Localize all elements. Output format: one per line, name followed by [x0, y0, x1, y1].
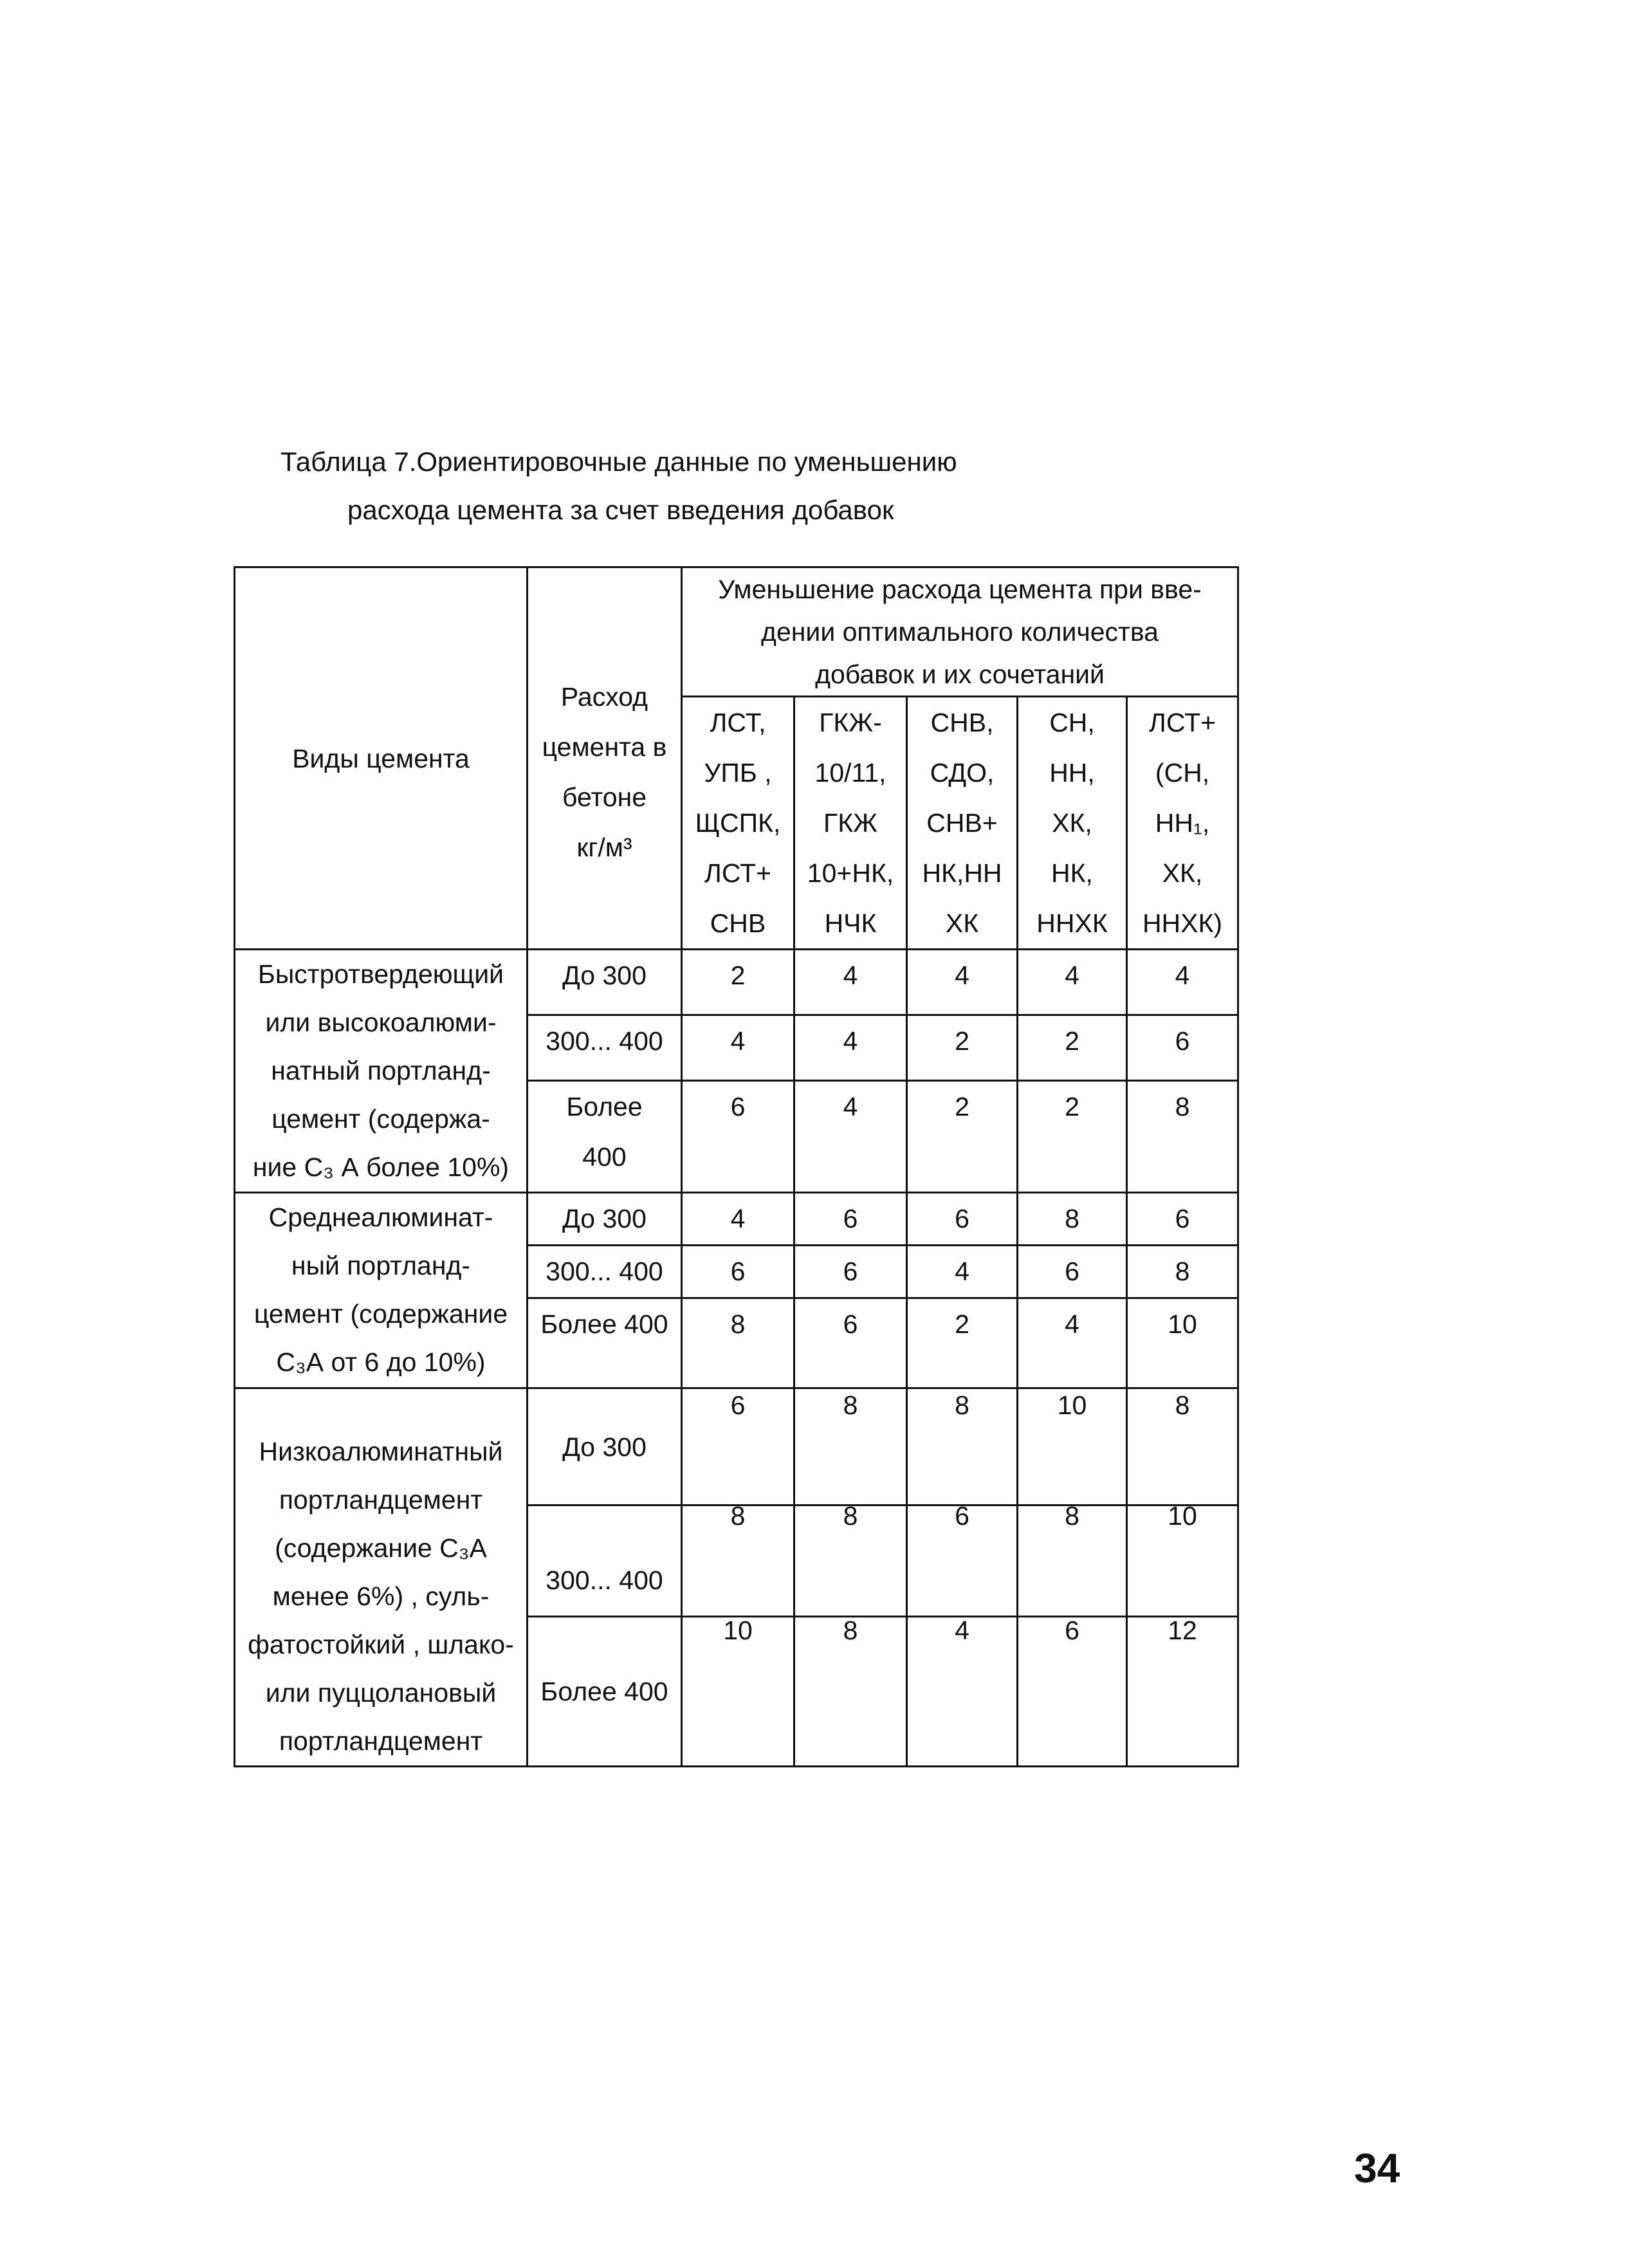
value-cell: 6 — [682, 1081, 794, 1193]
value-cell: 6 — [1018, 1616, 1127, 1766]
value-cell: 4 — [907, 1616, 1018, 1766]
page-number: 34 — [1354, 2145, 1400, 2191]
value-cell: 4 — [1018, 950, 1127, 1015]
table-title-line-2: расхода цемента за счет введения добавок — [347, 495, 894, 525]
value-cell: 8 — [907, 1388, 1018, 1506]
value-cell: 2 — [1018, 1081, 1127, 1193]
group-1-consumption-row-2: 300... 400 — [528, 1015, 682, 1081]
value-cell: 12 — [1127, 1616, 1238, 1766]
header-reduction-group: Уменьшение расхода цемента при вве- дении оптимального количества добавок и их сочетаний — [682, 567, 1238, 697]
value-cell: 4 — [682, 1193, 794, 1246]
group-1-consumption-row-3: Более 400 — [528, 1081, 682, 1193]
group-2-consumption-row-1: До 300 — [528, 1193, 682, 1246]
value-cell: 8 — [682, 1506, 794, 1616]
value-cell: 6 — [907, 1506, 1018, 1616]
value-cell: 8 — [1018, 1506, 1127, 1616]
value-cell: 6 — [1127, 1193, 1238, 1246]
group-2-cement-type: Среднеалюминат- ный портланд- цемент (содержание С₃А от 6 до 10%) — [235, 1193, 528, 1388]
table-title-line-1: Таблица 7.Ориентировочные данные по уменьшению — [280, 447, 957, 477]
header-additive-col-2: ГКЖ- 10/11, ГКЖ 10+НК, НЧК — [794, 697, 907, 950]
value-cell: 10 — [1018, 1388, 1127, 1506]
value-cell: 8 — [794, 1388, 907, 1506]
header-cement-type: Виды цемента — [235, 567, 528, 950]
value-cell: 8 — [1127, 1388, 1238, 1506]
value-cell: 4 — [682, 1015, 794, 1081]
value-cell: 2 — [907, 1081, 1018, 1193]
value-cell: 4 — [907, 950, 1018, 1015]
value-cell: 6 — [1018, 1246, 1127, 1298]
value-cell: 8 — [1127, 1081, 1238, 1193]
value-cell: 10 — [1127, 1506, 1238, 1616]
value-cell: 2 — [1018, 1015, 1127, 1081]
header-additive-col-5: ЛСТ+ (СН, НН₁, ХК, ННХК) — [1127, 697, 1238, 950]
value-cell: 6 — [907, 1193, 1018, 1246]
value-cell: 8 — [794, 1506, 907, 1616]
value-cell: 6 — [682, 1388, 794, 1506]
group-1-cement-type: Быстротвердеющий или высокоалюми- натный портланд- цемент (содержа- ние С₃ А более 10%) — [235, 950, 528, 1193]
value-cell: 6 — [794, 1246, 907, 1298]
value-cell: 10 — [1127, 1298, 1238, 1388]
value-cell: 8 — [1018, 1193, 1127, 1246]
value-cell: 8 — [794, 1616, 907, 1766]
group-2-consumption-row-2: 300... 400 — [528, 1246, 682, 1298]
value-cell: 4 — [794, 1015, 907, 1081]
value-cell: 6 — [682, 1246, 794, 1298]
group-2-consumption-row-3: Более 400 — [528, 1298, 682, 1388]
header-additive-col-3: СНВ, СДО, СНВ+ НК,НН ХК — [907, 697, 1018, 950]
value-cell: 8 — [682, 1298, 794, 1388]
header-additive-col-4: СН, НН, ХК, НК, ННХК — [1018, 697, 1127, 950]
value-cell: 2 — [907, 1015, 1018, 1081]
value-cell: 10 — [682, 1616, 794, 1766]
value-cell: 2 — [907, 1298, 1018, 1388]
value-cell: 4 — [794, 1081, 907, 1193]
group-3-consumption-row-2: 300... 400 — [528, 1506, 682, 1616]
value-cell: 6 — [794, 1298, 907, 1388]
header-consumption: Расход цемента в бетоне кг/м³ — [528, 567, 682, 950]
header-additive-col-1: ЛСТ, УПБ , ЩСПК, ЛСТ+ СНВ — [682, 697, 794, 950]
group-3-consumption-row-3: Более 400 — [528, 1616, 682, 1766]
value-cell: 8 — [1127, 1246, 1238, 1298]
value-cell: 2 — [682, 950, 794, 1015]
value-cell: 4 — [1018, 1298, 1127, 1388]
group-3-cement-type: Низкоалюминатный портландцемент (содержание С₃А менее 6%) , суль- фатостойкий , шлако- или пуццолановый портландцемент — [235, 1388, 528, 1767]
value-cell: 6 — [794, 1193, 907, 1246]
group-3-consumption-row-1: До 300 — [528, 1388, 682, 1506]
value-cell: 4 — [1127, 950, 1238, 1015]
value-cell: 4 — [794, 950, 907, 1015]
cement-reduction-table — [234, 566, 1239, 1767]
value-cell: 6 — [1127, 1015, 1238, 1081]
group-1-consumption-row-1: До 300 — [528, 950, 682, 1015]
value-cell: 4 — [907, 1246, 1018, 1298]
